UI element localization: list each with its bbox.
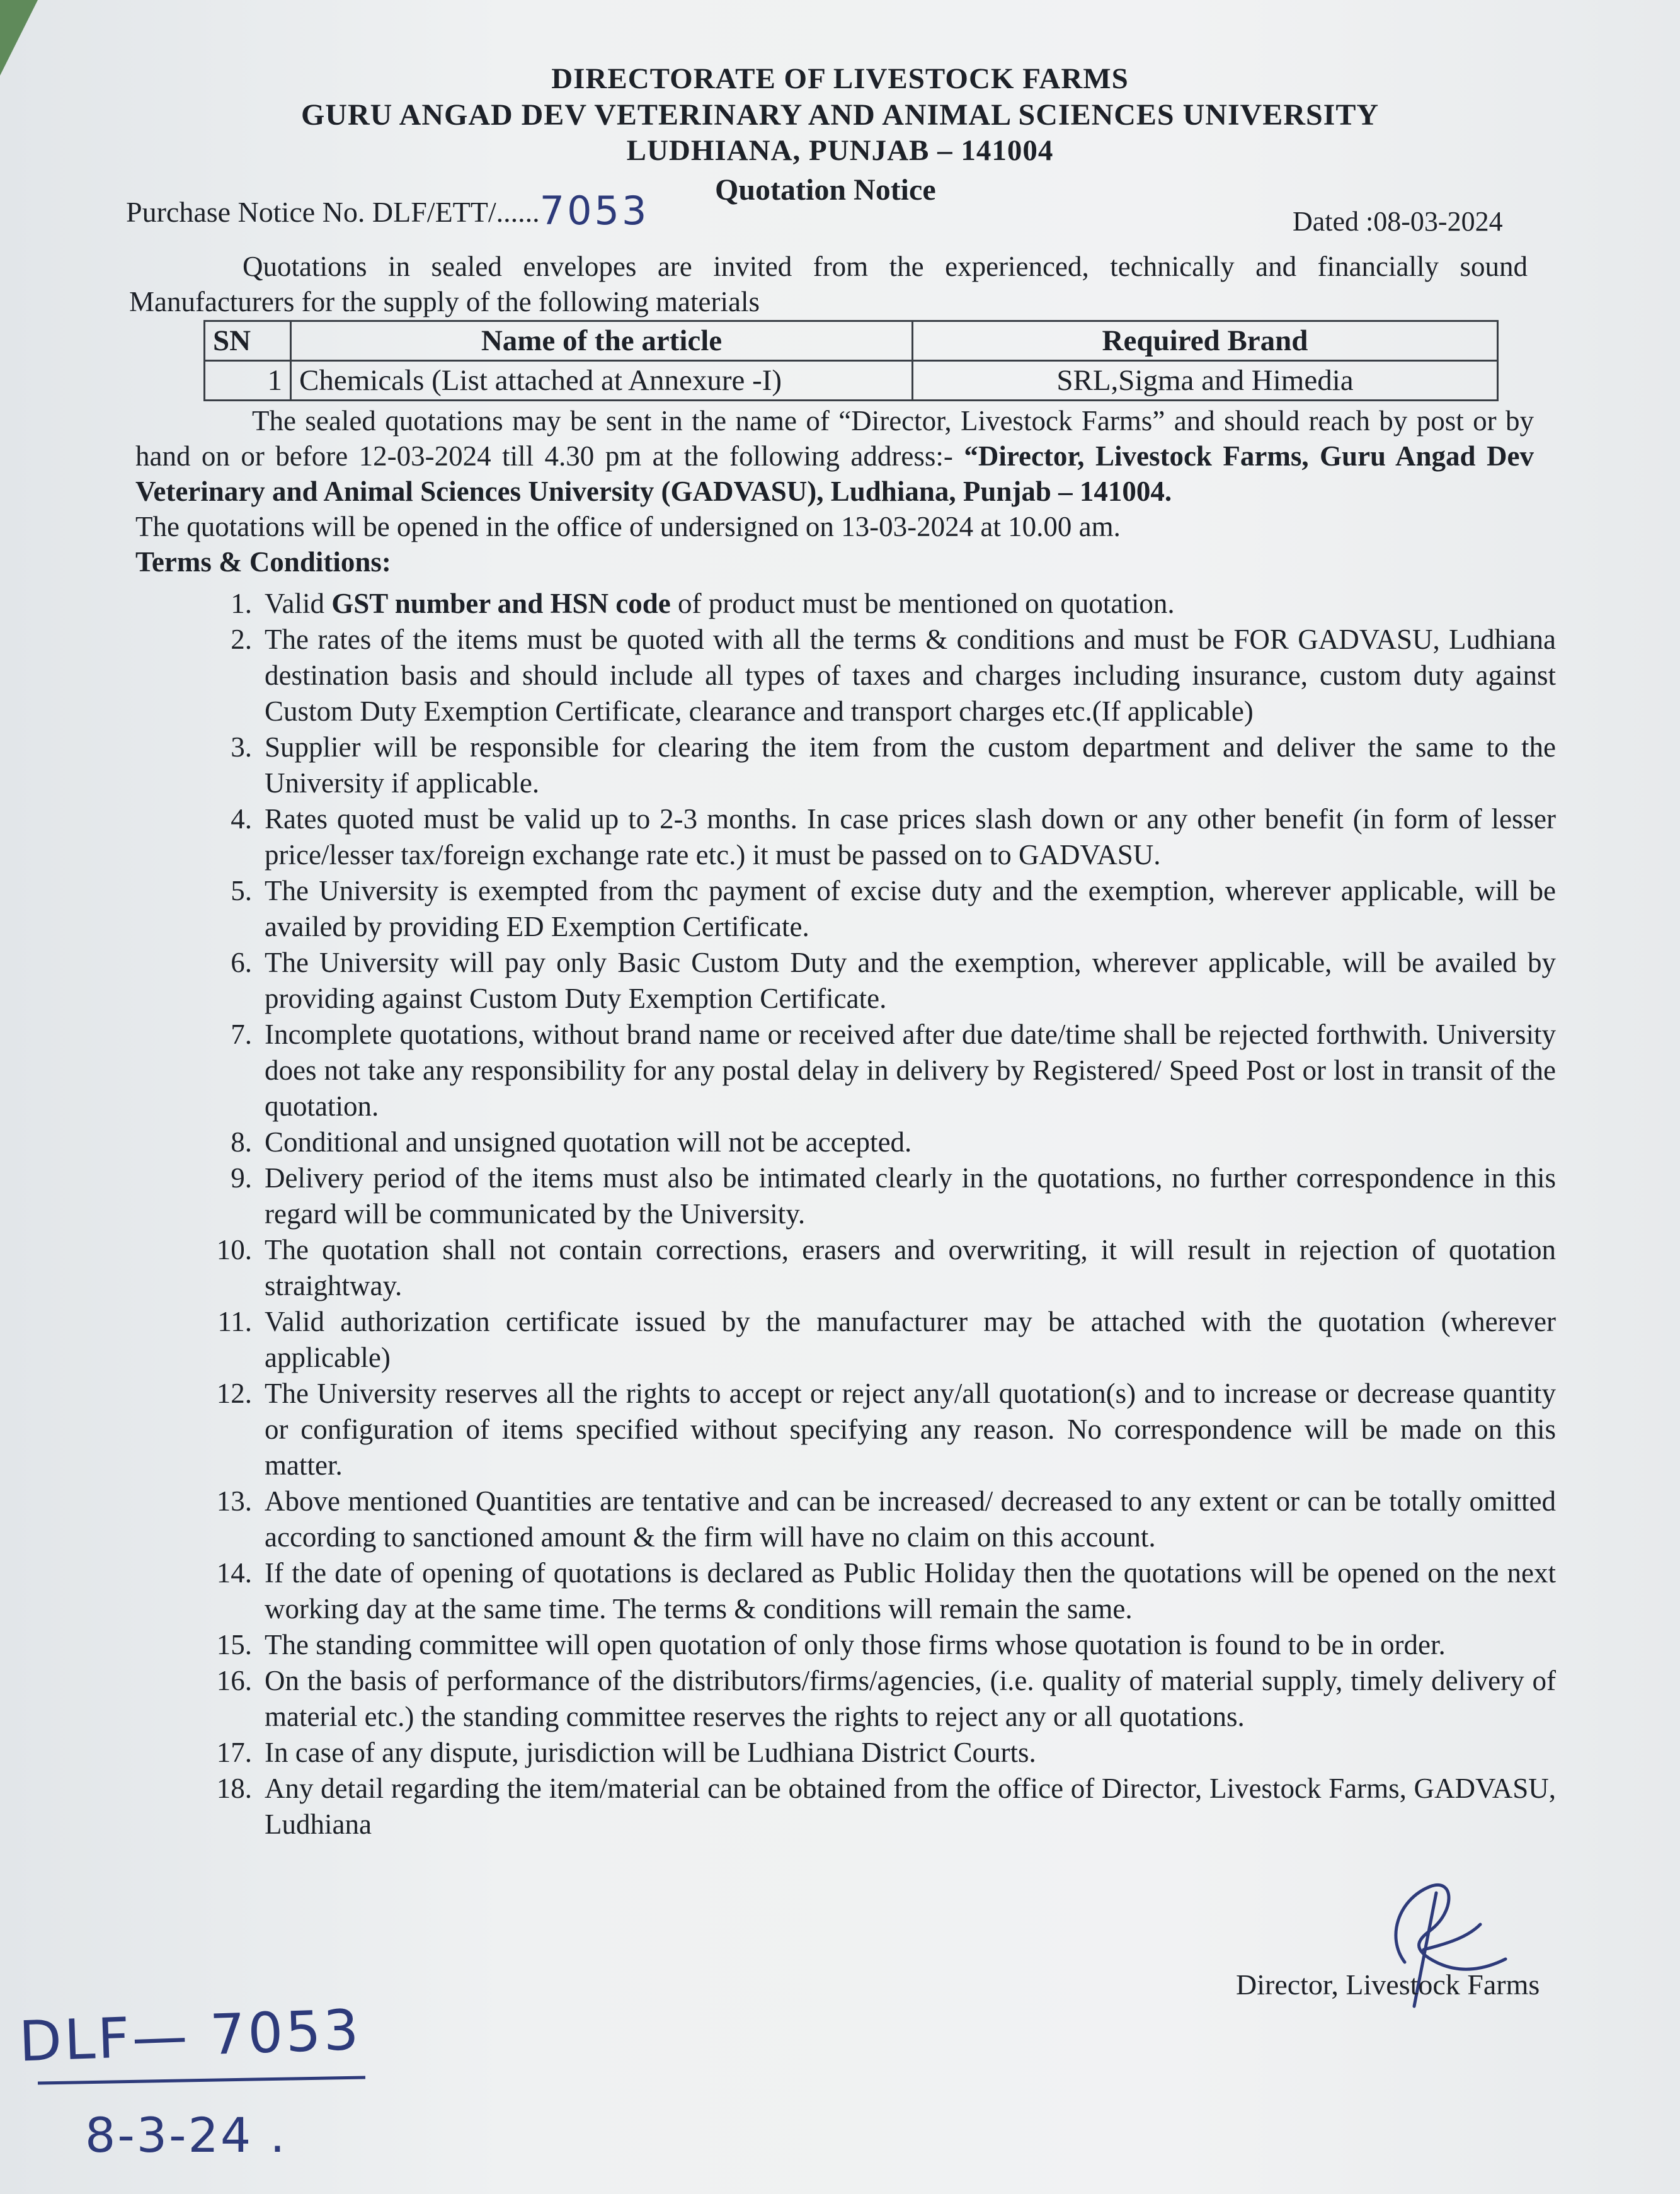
term-number: 18.	[216, 1773, 252, 1804]
term-text: The University reserves all the rights to accept or reject any/all quotation(s) and to increase or decrease quantity or configuration of items specified without specifying any reason. No correspondence will be made on this matter.	[265, 1378, 1556, 1481]
term-item	[195, 1376, 1556, 1483]
intro-paragraph	[129, 249, 1528, 319]
term-text-bold: GST number and HSN code	[331, 588, 671, 619]
term-text: Supplier will be responsible for clearing the item from the custom department and deliver the same to the University if applicable.	[265, 731, 1556, 799]
term-text: The University will pay only Basic Custom Duty and the exemption, wherever applicable, will be availed by providing against Custom Duty Exemption Certificate.	[265, 947, 1556, 1014]
term-number: 13.	[216, 1485, 252, 1517]
term-item	[195, 801, 1556, 873]
column-header-article: Name of the article	[291, 321, 913, 361]
term-item	[195, 1483, 1556, 1555]
term-number: 4.	[231, 803, 252, 835]
term-number: 15.	[216, 1629, 252, 1660]
submission-paragraph	[135, 403, 1534, 580]
term-number: 5.	[231, 875, 252, 906]
term-item	[195, 945, 1556, 1017]
purchase-notice-label: Purchase Notice No. DLF/ETT/......	[126, 196, 540, 228]
term-text: Valid authorization certificate issued by the manufacturer may be attached with the quotation (wherever applicable)	[265, 1306, 1556, 1373]
handwritten-underline	[38, 2076, 365, 2084]
term-item	[195, 729, 1556, 801]
term-number: 17.	[216, 1737, 252, 1768]
term-text: Above mentioned Quantities are tentative and can be increased/ decreased to any extent or can be totally omitted according to sanctioned amount & the firm will have no claim on this account.	[265, 1485, 1556, 1553]
handwritten-date: 8-3-24 .	[85, 2107, 287, 2163]
term-item	[195, 1771, 1556, 1843]
intro-text: Quotations in sealed envelopes are invited from the experienced, technically and financially sound Manufacturers for the supply of the following materials	[129, 251, 1528, 317]
materials-table	[203, 320, 1499, 401]
handwritten-reference: DLF— 7053	[18, 1997, 362, 2074]
page-title: Quotation Notice	[715, 173, 936, 207]
term-number: 7.	[231, 1019, 252, 1050]
header-university: GURU ANGAD DEV VETERINARY AND ANIMAL SCIENCES UNIVERSITY	[300, 98, 1380, 132]
term-number: 12.	[216, 1378, 252, 1409]
notice-date: Dated :08-03-2024	[1293, 206, 1503, 237]
opening-info: The quotations will be opened in the office of undersigned on 13-03-2024 at 10.00 am.	[135, 511, 1121, 542]
term-text: Rates quoted must be valid up to 2-3 months. In case prices slash down or any other benefit (in form of lesser price/lesser tax/foreign exchange rate etc.) it must be passed on to GADVASU.	[265, 803, 1556, 871]
term-text: The standing committee will open quotation of only those firms whose quotation is found to be in order.	[265, 1629, 1446, 1660]
term-text: Incomplete quotations, without brand name or received after due date/time shall be rejected forthwith. University does not take any responsibility for any postal delay in delivery by Registered/ Speed Post or lost in transit of the quotation.	[265, 1019, 1556, 1122]
terms-title: Terms & Conditions:	[135, 546, 391, 578]
column-header-sn: SN	[205, 321, 291, 361]
header-location: LUDHIANA, PUNJAB – 141004	[626, 134, 1054, 167]
header-directorate: DIRECTORATE OF LIVESTOCK FARMS	[551, 62, 1129, 95]
submission-text	[135, 403, 1534, 509]
column-header-brand: Required Brand	[913, 321, 1498, 361]
term-text: Any detail regarding the item/material can be obtained from the office of Director, Livestock Farms, GADVASU, Ludhiana	[265, 1773, 1556, 1840]
term-number: 3.	[231, 731, 252, 763]
table-row	[205, 361, 1498, 401]
term-text: In case of any dispute, jurisdiction will be Ludhiana District Courts.	[265, 1737, 1036, 1768]
term-text: On the basis of performance of the distributors/firms/agencies, (i.e. quality of material supply, timely delivery of material etc.) the standing committee reserves the rights to reject any or all quotations.	[265, 1665, 1556, 1732]
term-number: 16.	[216, 1665, 252, 1696]
term-item	[195, 1232, 1556, 1304]
term-number: 11.	[217, 1306, 252, 1337]
term-number: 9.	[231, 1162, 252, 1194]
terms-list	[195, 586, 1556, 1843]
term-item	[195, 1735, 1556, 1771]
term-item	[195, 622, 1556, 729]
term-text: The quotation shall not contain corrections, erasers and overwriting, it will result in rejection of quotation straightway.	[265, 1234, 1556, 1301]
term-text: Conditional and unsigned quotation will not be accepted.	[265, 1126, 912, 1158]
term-number: 6.	[231, 947, 252, 978]
submission-address: “Director, Livestock Farms, Guru Angad Dev Veterinary and Animal Sciences University (GADVASU), Ludhiana, Punjab – 141004.	[135, 440, 1534, 507]
cell-brand: SRL,Sigma and Himedia	[913, 361, 1498, 401]
term-number: 10.	[216, 1234, 252, 1266]
submission-text-main: The sealed quotations may be sent in the name of “Director, Livestock Farms” and should reach by post or by hand on or before 12-03-2024 till 4.30 pm at the following address:-	[135, 405, 1534, 472]
term-text: Delivery period of the items must also be intimated clearly in the quotations, no further correspondence in this regard will be communicated by the University.	[265, 1162, 1556, 1230]
cell-article: Chemicals (List attached at Annexure -I)	[291, 361, 913, 401]
term-item	[195, 1555, 1556, 1627]
handwritten-notice-number: 7053	[539, 188, 649, 234]
term-item	[195, 1304, 1556, 1376]
term-text: The University is exempted from thc payment of excise duty and the exemption, wherever applicable, will be availed by providing ED Exemption Certificate.	[265, 875, 1556, 942]
term-number: 14.	[216, 1557, 252, 1589]
term-text-end: of product must be mentioned on quotation.	[670, 588, 1175, 619]
term-item	[195, 1124, 1556, 1160]
term-number: 2.	[231, 624, 252, 655]
table-header-row	[205, 321, 1498, 361]
term-item	[195, 1017, 1556, 1124]
term-number: 8.	[231, 1126, 252, 1158]
signatory-designation: Director, Livestock Farms	[1236, 1968, 1540, 2001]
term-text: If the date of opening of quotations is declared as Public Holiday then the quotations will be opened on the next working day at the same time. The terms & conditions will remain the same.	[265, 1557, 1556, 1625]
term-item	[195, 586, 1556, 622]
purchase-notice-number	[126, 188, 649, 234]
term-item	[195, 1160, 1556, 1232]
term-item	[195, 1627, 1556, 1663]
term-number: 1.	[231, 588, 252, 619]
term-item	[195, 1663, 1556, 1735]
term-text: Valid	[265, 588, 332, 619]
cell-sn: 1	[205, 361, 291, 401]
term-item	[195, 873, 1556, 945]
term-text: The rates of the items must be quoted with all the terms & conditions and must be FOR GADVASU, Ludhiana destination basis and should include all types of taxes and charges including insurance, custom duty against Custom Duty Exemption Certificate, clearance and transport charges etc.(If applicable)	[265, 624, 1556, 727]
